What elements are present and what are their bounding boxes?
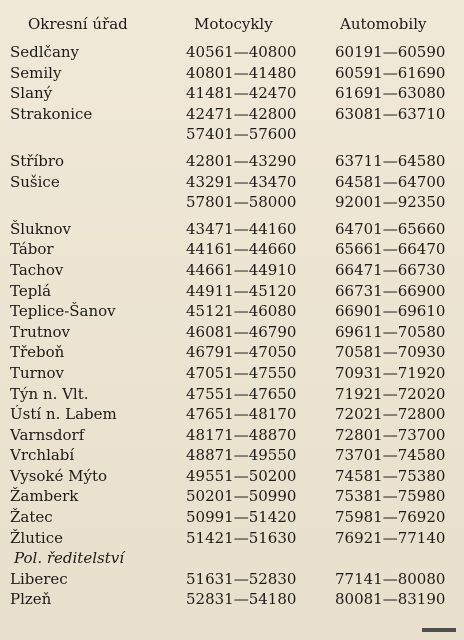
table-row <box>0 301 464 322</box>
automobile-range: 92001—92350 <box>335 193 446 212</box>
table-row <box>0 384 464 405</box>
table-row <box>0 342 464 363</box>
automobile-range: 63711—64580 <box>335 151 446 170</box>
table-row <box>0 466 464 487</box>
district-name: Trutnov <box>10 322 71 341</box>
automobile-range: 60591—61690 <box>335 63 446 82</box>
district-name: Žamberk <box>10 487 79 506</box>
table-row <box>0 445 464 466</box>
district-name: Slaný <box>10 84 53 103</box>
table-row <box>0 507 464 528</box>
table-header <box>0 10 464 38</box>
automobile-range: 63081—63710 <box>335 104 446 123</box>
table-body <box>0 42 464 610</box>
automobile-range: 77141—80080 <box>335 569 446 588</box>
table-row <box>0 569 464 590</box>
motorcycle-range: 50991—51420 <box>186 508 297 527</box>
motorcycle-range: 42471—42800 <box>186 104 297 123</box>
table-row <box>0 124 464 145</box>
motorcycle-range: 43471—44160 <box>186 219 297 238</box>
automobile-range: 71921—72020 <box>335 384 446 403</box>
motorcycle-range: 47651—48170 <box>186 405 297 424</box>
automobile-range: 66901—69610 <box>335 302 446 321</box>
table-row <box>0 404 464 425</box>
motorcycle-range: 57401—57600 <box>186 125 297 144</box>
motorcycle-range: 40561—40800 <box>186 43 297 61</box>
table-row <box>0 104 464 125</box>
district-name: Stříbro <box>10 151 65 170</box>
automobile-range: 73701—74580 <box>335 446 446 465</box>
district-name: Žlutice <box>10 528 63 547</box>
district-name: Turnov <box>10 363 65 382</box>
automobile-range: 69611—70580 <box>335 322 446 341</box>
district-name: Tachov <box>10 260 64 279</box>
district-name: Plzeň <box>10 590 52 609</box>
automobile-range: 70581—70930 <box>335 343 446 362</box>
district-name: Šluknov <box>10 219 71 238</box>
table-row <box>0 425 464 446</box>
district-name: Liberec <box>10 569 68 588</box>
motorcycle-range: 48171—48870 <box>186 425 297 444</box>
automobiles-column-header: Automobily <box>340 15 427 33</box>
table-row <box>0 192 464 213</box>
table-row <box>0 172 464 193</box>
district-name: Vrchlabí <box>10 446 75 465</box>
district-name: Třeboň <box>10 343 65 362</box>
table-row <box>0 322 464 343</box>
motorcycle-range: 43291—43470 <box>186 172 297 191</box>
district-name: Sušice <box>10 172 60 191</box>
automobile-range: 66731—66900 <box>335 281 446 300</box>
district-name: Varnsdorf <box>10 425 85 444</box>
motorcycle-range: 40801—41480 <box>186 63 297 82</box>
motorcycle-range: 49551—50200 <box>186 466 297 485</box>
motorcycle-range: 44661—44910 <box>186 260 297 279</box>
motorcycle-range: 51631—52830 <box>186 569 297 588</box>
motorcycle-range: 45121—46080 <box>186 302 297 321</box>
table-row <box>0 151 464 172</box>
automobile-range: 60191—60590 <box>335 43 446 61</box>
table-row <box>0 281 464 302</box>
district-name: Teplá <box>10 281 52 300</box>
district-name: Žatec <box>10 508 53 527</box>
district-name: Sedlčany <box>10 43 80 61</box>
automobile-range: 66471—66730 <box>335 260 446 279</box>
district-name: Vysoké Mýto <box>10 466 108 485</box>
motorcycle-range: 50201—50990 <box>186 487 297 506</box>
automobile-range: 75381—75980 <box>335 487 446 506</box>
motorcycle-range: 44161—44660 <box>186 240 297 259</box>
automobile-range: 76921—77140 <box>335 528 446 547</box>
motorcycle-range: 48871—49550 <box>186 446 297 465</box>
district-name: Strakonice <box>10 104 93 123</box>
motorcycles-column-header: Motocykly <box>194 15 273 33</box>
table-row <box>0 239 464 260</box>
district-name: Semily <box>10 63 62 82</box>
district-name: Ústí n. Labem <box>10 405 117 424</box>
district-column-header: Okresní úřad <box>28 15 128 33</box>
table-row <box>0 260 464 281</box>
automobile-range: 75981—76920 <box>335 508 446 527</box>
automobile-range: 61691—63080 <box>335 84 446 103</box>
motorcycle-range: 57801—58000 <box>186 193 297 212</box>
motorcycle-range: 42801—43290 <box>186 151 297 170</box>
table-row <box>0 363 464 384</box>
motorcycle-range: 52831—54180 <box>186 590 297 609</box>
motorcycle-range: 44911—45120 <box>186 281 297 300</box>
automobile-range: 72021—72800 <box>335 405 446 424</box>
motorcycle-range: 46081—46790 <box>186 322 297 341</box>
automobile-range: 70931—71920 <box>335 363 446 382</box>
table-row <box>0 589 464 610</box>
table-row <box>0 219 464 240</box>
automobile-range: 72801—73700 <box>335 425 446 444</box>
page-edge-mark <box>422 628 456 632</box>
motorcycle-range: 46791—47050 <box>186 343 297 362</box>
table-row <box>0 42 464 63</box>
district-name: Teplice-Šanov <box>10 302 116 321</box>
motorcycle-range: 51421—51630 <box>186 528 297 547</box>
district-name: Týn n. Vlt. <box>10 384 89 403</box>
table-row <box>0 63 464 84</box>
automobile-range: 80081—83190 <box>335 590 446 609</box>
automobile-range: 64581—64700 <box>335 172 446 191</box>
district-name: Tábor <box>10 240 54 259</box>
table-row <box>0 486 464 507</box>
table-row <box>0 83 464 104</box>
motorcycle-range: 47051—47550 <box>186 363 297 382</box>
motorcycle-range: 47551—47650 <box>186 384 297 403</box>
automobile-range: 64701—65660 <box>335 219 446 238</box>
motorcycle-range: 41481—42470 <box>186 84 297 103</box>
section-heading-label: Pol. ředitelství <box>14 549 124 568</box>
automobile-range: 74581—75380 <box>335 466 446 485</box>
automobile-range: 65661—66470 <box>335 240 446 259</box>
table-section-heading <box>0 548 464 569</box>
table-row <box>0 528 464 549</box>
